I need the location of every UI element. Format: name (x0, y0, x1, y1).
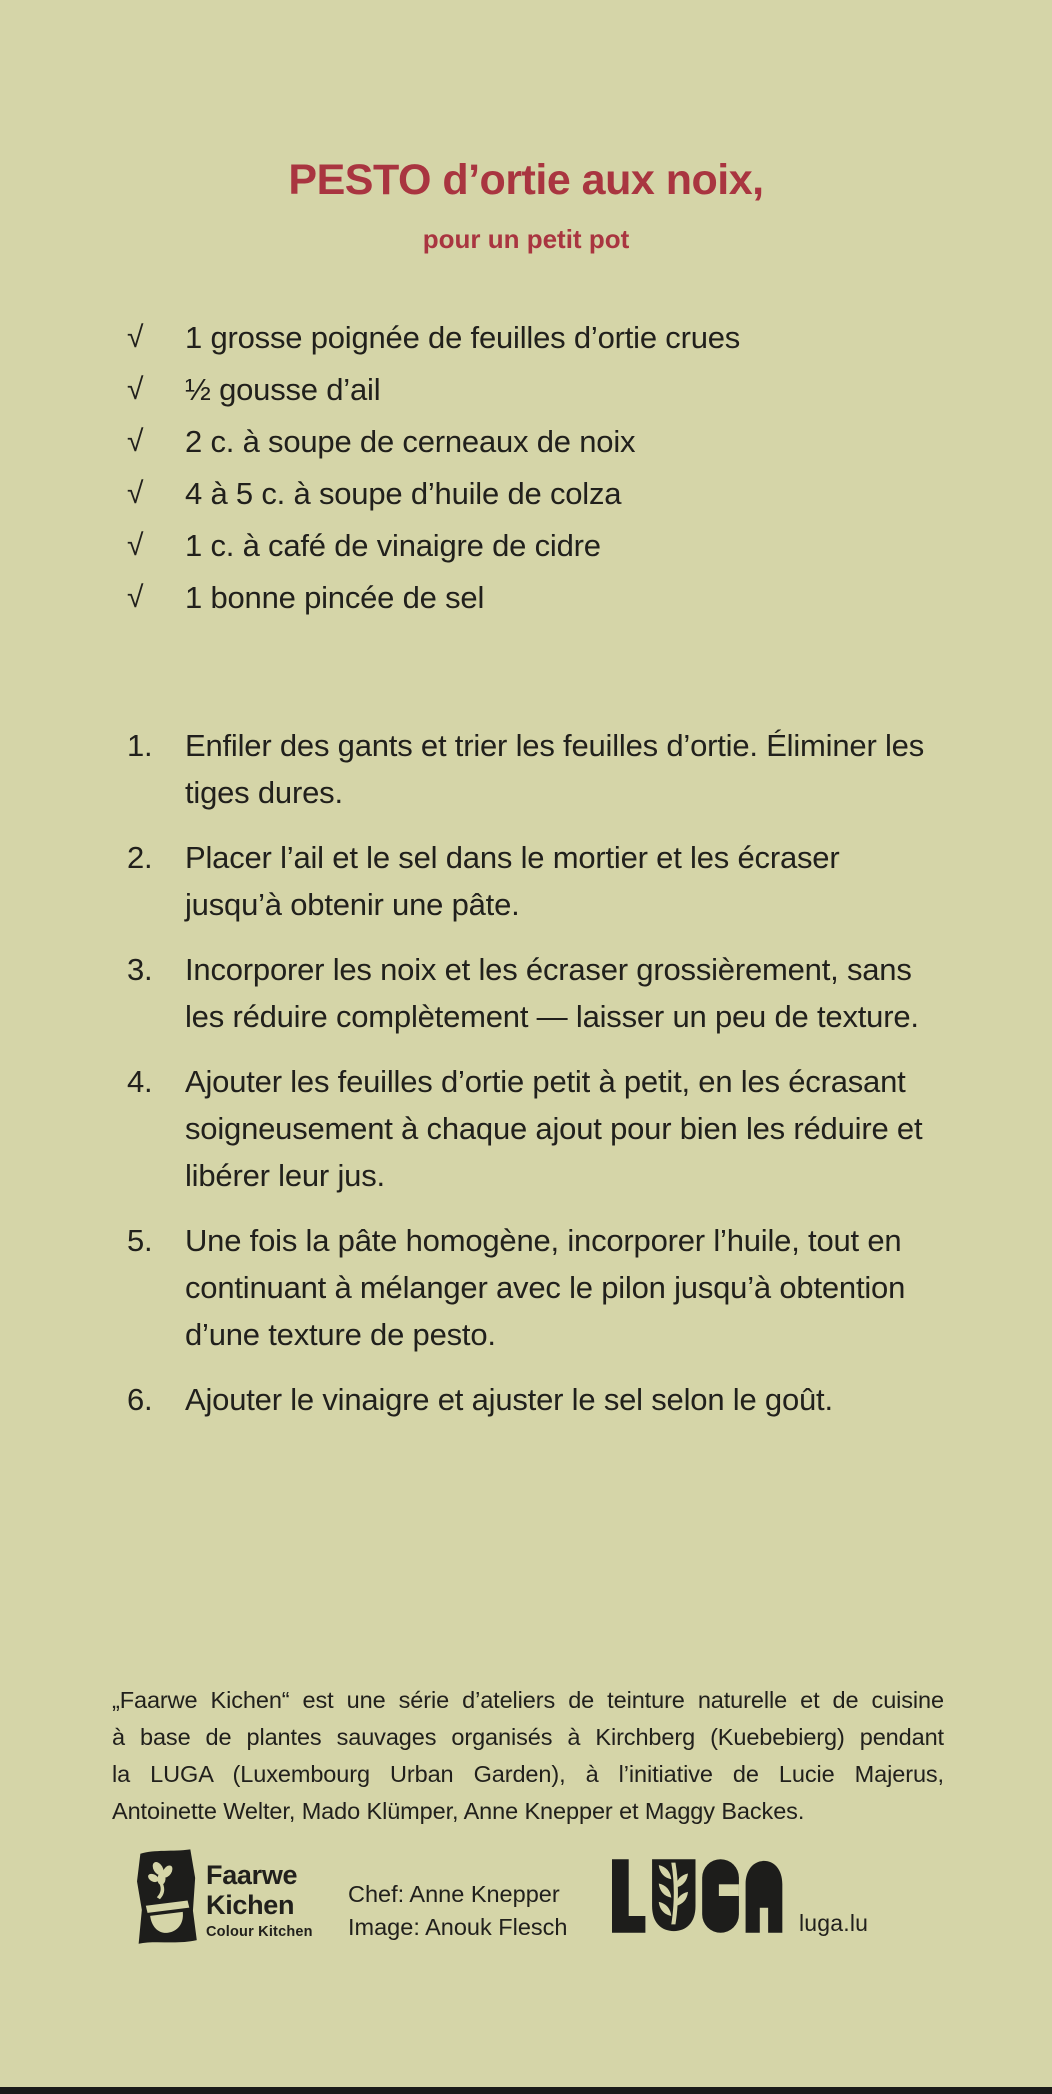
credits (348, 1878, 567, 1944)
list-item (127, 520, 957, 572)
step-number: 4. (127, 1064, 153, 1099)
step-text: Ajouter le vinaigre et ajuster le sel selon le goût. (185, 1382, 833, 1417)
description-line: la LUGA (Luxembourg Urban Garden), à l’initiative de Lucie Majerus, (112, 1761, 944, 1787)
step-number: 1. (127, 728, 153, 763)
list-item (127, 1217, 947, 1358)
step-text: Enfiler des gants et trier les feuilles d’ortie. Éliminer les tiges dures. (185, 728, 925, 810)
description-line: à base de plantes sauvages organisés à Kirchberg (Kuebebierg) pendant (112, 1724, 944, 1750)
step-text: Ajouter les feuilles d’ortie petit à petit, en les écrasant soigneusement à chaque ajout pour bien les réduire et libérer leur jus. (185, 1064, 923, 1193)
check-icon: √ (127, 581, 144, 614)
step-number: 3. (127, 952, 153, 987)
recipe-subtitle: pour un petit pot (422, 224, 630, 254)
faarwe-kichen-wordmark (206, 1860, 313, 1942)
description-line: „Faarwe Kichen“ est une série d’ateliers de teinture naturelle et de cuisine (112, 1687, 944, 1713)
ingredient-text: 1 c. à café de vinaigre de cidre (185, 528, 601, 563)
luga-website: luga.lu (799, 1910, 869, 1936)
list-item (127, 364, 957, 416)
list-item (127, 1376, 947, 1423)
recipe-title: PESTO d’ortie aux noix, (288, 156, 764, 204)
ingredient-text: ½ gousse d’ail (185, 372, 381, 407)
ingredients-list (127, 312, 957, 624)
step-text: Une fois la pâte homogène, incorporer l’huile, tout en continuant à mélanger avec le pilon jusqu’à obtention d’une texture de pesto. (185, 1223, 906, 1352)
list-item (127, 468, 957, 520)
list-item (127, 946, 947, 1040)
list-item (127, 722, 947, 816)
list-item (127, 834, 947, 928)
faarwe-kichen-logo-icon (132, 1847, 200, 1945)
image-credit: Image: Anouk Flesch (348, 1914, 568, 1940)
ingredient-text: 1 grosse poignée de feuilles d’ortie crues (185, 320, 741, 355)
ingredient-text: 1 bonne pincée de sel (185, 580, 485, 615)
description-line: Antoinette Welter, Mado Klümper, Anne Knepper et Maggy Backes. (112, 1798, 805, 1824)
step-text: Placer l’ail et le sel dans le mortier et les écraser jusqu’à obtenir une pâte. (185, 840, 840, 922)
luga-logo-icon (612, 1858, 784, 1934)
bottom-edge-strip (0, 2087, 1052, 2094)
check-icon: √ (127, 477, 144, 510)
check-icon: √ (127, 373, 144, 406)
list-item (127, 572, 957, 624)
instructions-list (127, 722, 947, 1441)
step-number: 6. (127, 1382, 153, 1417)
list-item (127, 312, 957, 364)
check-icon: √ (127, 321, 144, 354)
list-item (127, 1058, 947, 1199)
step-number: 2. (127, 840, 153, 875)
list-item (127, 416, 957, 468)
ingredient-text: 4 à 5 c. à soupe d’huile de colza (185, 476, 622, 511)
faarwe-subtitle: Colour Kitchen (206, 1924, 313, 1940)
check-icon: √ (127, 529, 144, 562)
ingredient-text: 2 c. à soupe de cerneaux de noix (185, 424, 636, 459)
check-icon: √ (127, 425, 144, 458)
step-text: Incorporer les noix et les écraser grossièrement, sans les réduire complètement — laisser un peu de texture. (185, 952, 919, 1034)
faarwe-line1: Faarwe (206, 1860, 298, 1890)
faarwe-line2: Kichen (206, 1890, 295, 1920)
step-number: 5. (127, 1223, 153, 1258)
workshop-description (112, 1682, 944, 1830)
chef-credit: Chef: Anne Knepper (348, 1881, 560, 1907)
